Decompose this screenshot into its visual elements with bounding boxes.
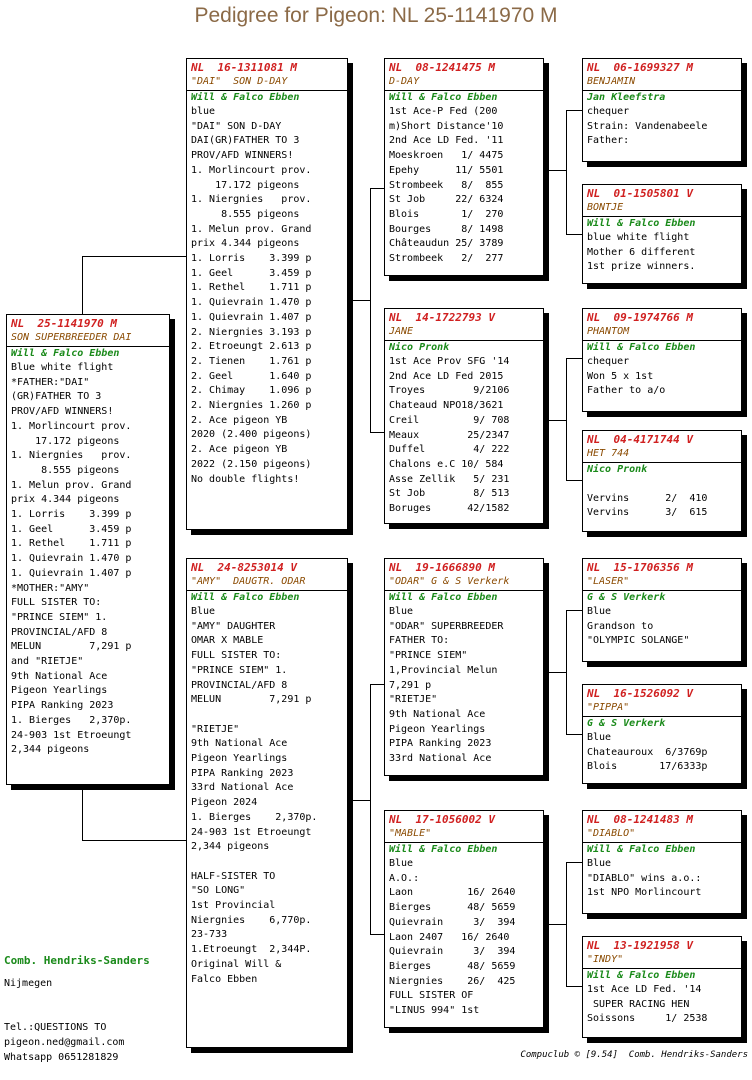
ring-number: NL 15-1706356 M — [587, 561, 693, 574]
info-line: PROV/AFD WINNERS! — [11, 406, 114, 418]
info-line: 1st NPO Morlincourt — [587, 887, 702, 899]
info-line: 2. Tienen 1.761 p — [191, 355, 312, 367]
info-line: "ODAR" SUPERBREEDER — [389, 620, 504, 632]
breeder-name: G & S Verkerk — [587, 718, 666, 729]
card-header — [583, 187, 741, 217]
breeder-name: Will & Falco Ebben — [587, 844, 696, 855]
info-line: Blue — [587, 732, 612, 743]
card-header — [187, 561, 347, 591]
info-line: 2. Ace pigeon YB — [191, 444, 288, 456]
info-line: Creil 9/ 708 — [389, 414, 510, 426]
info-line: DAI(GR)FATHER TO 3 — [191, 135, 300, 147]
pigeon-card-mother[interactable] — [186, 558, 348, 1048]
info-line: Niergnies 6,770p. — [191, 914, 312, 926]
credit-text: Compuclub © [9.54] Comb. Hendriks-Sanders — [520, 1050, 748, 1060]
owner-email-link[interactable]: pigeon.ned@gmail.com — [4, 1037, 125, 1048]
info-line: Blois 17/6333p — [587, 761, 708, 773]
pigeon-name: HET 744 — [587, 448, 630, 459]
info-line: chequer — [587, 106, 630, 117]
pigeon-card-ggf-2[interactable] — [582, 308, 742, 412]
ring-number: NL 24-8253014 V — [191, 561, 297, 574]
card-header — [583, 433, 741, 463]
pigeon-info — [583, 731, 741, 775]
connector-line — [566, 986, 582, 987]
pigeon-card-maternal-grandmother[interactable] — [384, 810, 544, 1028]
ring-number: NL 08-1241475 M — [389, 61, 495, 74]
info-line: 1st Ace Prov SFG '14 — [389, 356, 510, 367]
card-header — [583, 687, 741, 717]
info-line: Bierges 48/ 5659 — [389, 960, 516, 972]
info-line: 1st Ace-P Fed (200 — [389, 106, 498, 117]
breeder-name: Will & Falco Ebben — [191, 92, 300, 103]
info-line: 1.Etroeungt 2,344P. — [191, 944, 312, 956]
connector-line — [566, 234, 582, 235]
info-line: 1. Lorris 3.399 p — [11, 509, 132, 521]
info-line: 1. Quievrain 1.407 p — [11, 567, 132, 579]
info-line: PIPA Ranking 2023 — [389, 738, 492, 750]
breeder-name: Nico Pronk — [587, 464, 648, 475]
breeder-name: Will & Falco Ebben — [191, 592, 300, 603]
info-line: No double flights! — [191, 473, 300, 485]
connector-line — [370, 188, 371, 432]
info-line: 1. Melun prov. Grand — [191, 223, 312, 235]
info-line: "PRINCE SIEM" 1. — [11, 611, 108, 623]
info-line: Father to a/o — [587, 385, 666, 397]
pigeon-info — [385, 605, 543, 767]
pigeon-card-ggf-1[interactable] — [582, 58, 742, 162]
info-line: Chalons e.C 10/ 584 — [389, 458, 504, 470]
connector-line — [566, 110, 567, 234]
info-line: Quievrain 3/ 394 — [389, 946, 516, 958]
info-line: Original Will & — [191, 958, 282, 970]
ring-number: NL 14-1722793 V — [389, 311, 495, 324]
info-line: "OLYMPIC SOLANGE" — [587, 635, 690, 647]
info-line: 8.555 pigeons — [191, 208, 300, 220]
info-line: Grandson to — [587, 620, 654, 632]
info-line: Laon 16/ 2640 — [389, 887, 516, 899]
pigeon-card-ggm-4[interactable] — [582, 936, 742, 1038]
info-line: 23-733 — [191, 929, 228, 941]
info-line: 1. Morlincourt prov. — [191, 164, 312, 176]
info-line: 9th National Ace — [11, 670, 108, 682]
info-line: 2nd Ace LD Fed. '11 — [389, 135, 504, 147]
owner-tel: Tel.:QUESTIONS TO — [4, 1022, 107, 1033]
connector-line — [82, 256, 83, 314]
pigeon-name: "INDY" — [587, 954, 624, 965]
pigeon-card-ggm-1[interactable] — [582, 184, 742, 284]
info-line: Pigeon Yearlings — [11, 685, 108, 697]
info-line: Father: — [587, 135, 630, 147]
info-line: 1. Quievrain 1.470 p — [11, 553, 132, 565]
pigeon-card-maternal-grandfather[interactable] — [384, 558, 544, 776]
info-line: 1. Morlincourt prov. — [11, 420, 132, 432]
pigeon-info — [385, 857, 543, 1019]
info-line: 2. Geel 1.640 p — [191, 370, 312, 382]
info-line — [191, 855, 343, 870]
info-line: Asse Zellik 5/ 231 — [389, 473, 510, 485]
connector-line — [370, 684, 371, 934]
pigeon-name: "PIPPA" — [587, 702, 630, 713]
info-line: 2. Niergnies 3.193 p — [191, 326, 312, 338]
pigeon-info — [583, 857, 741, 901]
info-line: 1. Bierges 2,370p. — [191, 811, 318, 823]
pigeon-card-ggm-2[interactable] — [582, 430, 742, 532]
info-line: Strombeek 8/ 855 — [389, 179, 504, 191]
ring-number: NL 06-1699327 M — [587, 61, 693, 74]
connector-line — [566, 358, 567, 480]
info-line: m)Short Distance'10 — [389, 120, 504, 132]
pigeon-info — [385, 355, 543, 517]
pigeon-name: "LASER" — [587, 576, 630, 587]
info-line: PROVINCIAL/AFD 8 — [191, 679, 288, 691]
info-line: "AMY" DAUGHTER — [191, 620, 276, 632]
pigeon-card-father[interactable] — [186, 58, 348, 530]
info-line: Niergnies 26/ 425 — [389, 975, 516, 987]
info-line: "LINUS 994" 1st — [389, 1005, 480, 1017]
info-line: 17.172 pigeons — [191, 179, 300, 191]
connector-line — [548, 672, 566, 673]
card-header — [385, 311, 543, 341]
info-line: "PRINCE SIEM" 1. — [191, 664, 288, 676]
ring-number: NL 25-1141970 M — [11, 317, 117, 330]
info-line: Epehy 11/ 5501 — [389, 164, 504, 176]
info-line: 1. Geel 3.459 p — [11, 523, 132, 535]
connector-line — [82, 785, 83, 840]
pigeon-info — [583, 477, 741, 521]
info-line: 1,Provincial Melun — [389, 664, 498, 676]
breeder-name: Will & Falco Ebben — [587, 970, 696, 981]
pigeon-info — [385, 105, 543, 267]
breeder-name: Nico Pronk — [389, 342, 450, 353]
info-line: Bierges 48/ 5659 — [389, 902, 516, 914]
info-line: Blue white flight — [11, 362, 114, 373]
connector-line — [566, 610, 582, 611]
info-line: 1. Niergnies prov. — [191, 194, 312, 206]
info-line: 1. Melun prov. Grand — [11, 479, 132, 491]
pigeon-info — [583, 983, 741, 1027]
info-line: Blue — [191, 606, 216, 617]
pigeon-name: PHANTOM — [587, 326, 630, 337]
info-line: 1. Lorris 3.399 p — [191, 253, 312, 265]
pigeon-card-paternal-grandfather[interactable] — [384, 58, 544, 276]
info-line: "DAI" SON D-DAY — [191, 120, 282, 132]
info-line: Soissons 1/ 2538 — [587, 1013, 708, 1025]
info-line: OMAR X MABLE — [191, 635, 264, 647]
info-line: 9th National Ace — [389, 708, 486, 720]
info-line: Pigeon Yearlings — [191, 753, 288, 765]
connector-line — [82, 256, 186, 257]
pigeon-name: "MABLE" — [389, 828, 432, 839]
pigeon-card-ggf-4[interactable] — [582, 810, 742, 914]
ring-number: NL 01-1505801 V — [587, 187, 693, 200]
connector-line — [566, 734, 582, 735]
pigeon-name: BENJAMIN — [587, 76, 636, 87]
info-line: "RIETJE" — [389, 694, 438, 706]
info-line — [191, 708, 343, 723]
connector-line — [566, 358, 582, 359]
info-line: 2. Niergnies 1.260 p — [191, 400, 312, 412]
info-line: Mother 6 different — [587, 246, 696, 258]
breeder-name: Jan Kleefstra — [587, 92, 666, 103]
info-line: Blue — [587, 606, 612, 617]
info-line: 2. Etroeungt 2.613 p — [191, 341, 312, 353]
info-line: FULL SISTER OF — [389, 990, 474, 1002]
info-line: "PRINCE SIEM" — [389, 650, 468, 662]
pigeon-name: "DAI" SON D-DAY — [191, 76, 288, 87]
pigeon-info — [187, 105, 347, 487]
info-line: Chateauroux 6/3769p — [587, 746, 708, 758]
info-line: 2. Ace pigeon YB — [191, 414, 288, 426]
info-line: Boruges 42/1582 — [389, 503, 510, 515]
info-line: (GR)FATHER TO 3 — [11, 391, 102, 403]
pigeon-info — [7, 361, 169, 758]
pigeon-info — [583, 605, 741, 649]
pigeon-name: BONTJE — [587, 202, 624, 213]
ring-number: NL 04-4171744 V — [587, 433, 693, 446]
card-header — [583, 939, 741, 969]
info-line: MELUN 7,291 p — [11, 641, 132, 653]
connector-line — [548, 170, 566, 171]
breeder-name: Will & Falco Ebben — [389, 844, 498, 855]
info-line: 24-903 1st Etroeungt — [11, 729, 132, 741]
info-line: 1. Quievrain 1.407 p — [191, 311, 312, 323]
connector-line — [548, 924, 566, 925]
info-line: 2020 (2.400 pigeons) — [191, 429, 312, 441]
info-line: HALF-SISTER TO — [191, 870, 276, 882]
breeder-name: Will & Falco Ebben — [587, 342, 696, 353]
pigeon-name: "DIABLO" — [587, 828, 636, 839]
info-line: and "RIETJE" — [11, 656, 84, 668]
info-line: SUPER RACING HEN — [587, 998, 690, 1010]
connector-line — [370, 934, 384, 935]
info-line: 1. Rethel 1.711 p — [11, 538, 132, 550]
connector-line — [370, 684, 384, 685]
pigeon-info — [583, 231, 741, 275]
breeder-name: G & S Verkerk — [587, 592, 666, 603]
info-line: chequer — [587, 356, 630, 367]
info-line: blue white flight — [587, 232, 690, 243]
info-line: Vervins 3/ 615 — [587, 507, 708, 519]
pigeon-info — [583, 105, 741, 149]
info-line: A.O.: — [389, 872, 420, 884]
connector-line — [566, 862, 582, 863]
info-line: St Job 22/ 6324 — [389, 194, 504, 206]
info-line: Châteaudun 25/ 3789 — [389, 238, 504, 250]
breeder-name: Will & Falco Ebben — [389, 592, 498, 603]
connector-line — [82, 840, 186, 841]
info-line: FULL SISTER TO: — [191, 650, 282, 662]
info-line: Blue — [389, 606, 414, 617]
info-line: Blue — [587, 858, 612, 869]
info-line: 1. Niergnies prov. — [11, 450, 132, 462]
info-line: Duffel 4/ 222 — [389, 444, 510, 456]
ring-number: NL 19-1666890 M — [389, 561, 495, 574]
owner-city: Nijmegen — [4, 978, 53, 989]
pigeon-name: "ODAR" G & S Verkerk — [389, 576, 510, 587]
ring-number: NL 13-1921958 V — [587, 939, 693, 952]
pigeon-name: SON SUPERBREEDER DAI — [11, 332, 132, 343]
pigeon-name: JANE — [389, 326, 414, 337]
info-line: blue — [191, 106, 216, 117]
info-line: 33rd National Ace — [389, 753, 492, 765]
info-line: Troyes 9/2106 — [389, 385, 510, 397]
pigeon-card-subject[interactable] — [6, 314, 170, 785]
ring-number: NL 08-1241483 M — [587, 813, 693, 826]
info-line: Strain: Vandenabeele — [587, 120, 708, 132]
info-line: 1st Provincial — [191, 900, 276, 912]
ring-number: NL 16-1311081 M — [191, 61, 297, 74]
info-line: 1. Quievrain 1.470 p — [191, 297, 312, 309]
info-line: 2,344 pigeons — [11, 744, 90, 756]
ring-number: NL 16-1526092 V — [587, 687, 693, 700]
info-line: Pigeon Yearlings — [389, 723, 486, 735]
card-header — [385, 813, 543, 843]
info-line: FULL SISTER TO: — [11, 597, 102, 609]
info-line: Strombeek 2/ 277 — [389, 253, 504, 265]
card-header — [7, 317, 169, 347]
info-line: Chateaud NPO18/3621 — [389, 400, 504, 412]
info-line: 17.172 pigeons — [11, 435, 120, 447]
info-line: PROVINCIAL/AFD 8 — [11, 626, 108, 638]
pigeon-card-ggf-3[interactable] — [582, 558, 742, 662]
pigeon-name: "AMY" DAUGTR. ODAR — [191, 576, 306, 587]
card-header — [583, 561, 741, 591]
connector-line — [370, 188, 384, 189]
card-header — [583, 311, 741, 341]
info-line: PIPA Ranking 2023 — [191, 767, 294, 779]
info-line: 1st prize winners. — [587, 261, 696, 273]
info-line: prix 4.344 pigeons — [11, 494, 120, 506]
info-line: MELUN 7,291 p — [191, 694, 312, 706]
info-line: Laon 2407 16/ 2640 — [389, 931, 510, 943]
info-line: Meaux 25/2347 — [389, 429, 510, 441]
info-line: 2,344 pigeons — [191, 841, 270, 853]
info-line: 1. Bierges 2,370p. — [11, 714, 132, 726]
info-line: 1st Ace LD Fed. '14 — [587, 984, 702, 995]
info-line: 2022 (2.150 pigeons) — [191, 458, 312, 470]
info-line: Vervins 2/ 410 — [587, 492, 708, 504]
info-line: 1. Rethel 1.711 p — [191, 282, 312, 294]
pigeon-card-ggm-3[interactable] — [582, 684, 742, 784]
info-line: PIPA Ranking 2023 — [11, 700, 114, 712]
info-line: "DIABLO" wins a.o.: — [587, 872, 702, 884]
info-line: Moeskroen 1/ 4475 — [389, 150, 504, 162]
pigeon-card-paternal-grandmother[interactable] — [384, 308, 544, 524]
info-line: Blue — [389, 858, 414, 869]
connector-line — [566, 480, 582, 481]
breeder-name: Will & Falco Ebben — [11, 348, 120, 359]
connector-line — [548, 420, 566, 421]
info-line: Pigeon 2024 — [191, 797, 258, 809]
connector-line — [566, 610, 567, 734]
info-line: 24-903 1st Etroeungt — [191, 826, 312, 838]
info-line — [587, 477, 737, 492]
info-line: 9th National Ace — [191, 738, 288, 750]
card-header — [385, 561, 543, 591]
info-line: Won 5 x 1st — [587, 370, 654, 382]
info-line: 2. Chimay 1.096 p — [191, 385, 312, 397]
pigeon-info — [187, 605, 347, 987]
info-line: St Job 8/ 513 — [389, 488, 510, 500]
pigeon-info — [583, 355, 741, 399]
card-header — [187, 61, 347, 91]
info-line: Quievrain 3/ 394 — [389, 916, 516, 928]
info-line: *FATHER:"DAI" — [11, 376, 90, 388]
connector-line — [370, 432, 384, 433]
owner-name: Comb. Hendriks-Sanders — [4, 954, 150, 967]
info-line: prix 4.344 pigeons — [191, 238, 300, 250]
info-line: "RIETJE" — [191, 723, 240, 735]
pigeon-name: D-DAY — [389, 76, 420, 87]
info-line: 8.555 pigeons — [11, 464, 120, 476]
info-line: 7,291 p — [389, 679, 432, 691]
owner-whatsapp: Whatsapp 0651281829 — [4, 1052, 119, 1063]
info-line: 1. Geel 3.459 p — [191, 267, 312, 279]
ring-number: NL 17-1056002 V — [389, 813, 495, 826]
info-line: PROV/AFD WINNERS! — [191, 150, 294, 162]
info-line: Falco Ebben — [191, 973, 258, 985]
breeder-name: Will & Falco Ebben — [389, 92, 498, 103]
info-line: Blois 1/ 270 — [389, 208, 504, 220]
connector-line — [352, 800, 370, 801]
card-header — [583, 813, 741, 843]
info-line: "SO LONG" — [191, 885, 246, 897]
ring-number: NL 09-1974766 M — [587, 311, 693, 324]
breeder-name: Will & Falco Ebben — [587, 218, 696, 229]
page-title: Pedigree for Pigeon: NL 25-1141970 M — [194, 4, 558, 27]
info-line: *MOTHER:"AMY" — [11, 582, 90, 594]
card-header — [385, 61, 543, 91]
connector-line — [566, 110, 582, 111]
connector-line — [566, 862, 567, 986]
info-line: Bourges 8/ 1498 — [389, 223, 504, 235]
card-header — [583, 61, 741, 91]
connector-line — [352, 300, 370, 301]
info-line: FATHER TO: — [389, 635, 450, 647]
info-line: 33rd National Ace — [191, 782, 294, 794]
info-line: 2nd Ace LD Fed 2015 — [389, 370, 504, 382]
